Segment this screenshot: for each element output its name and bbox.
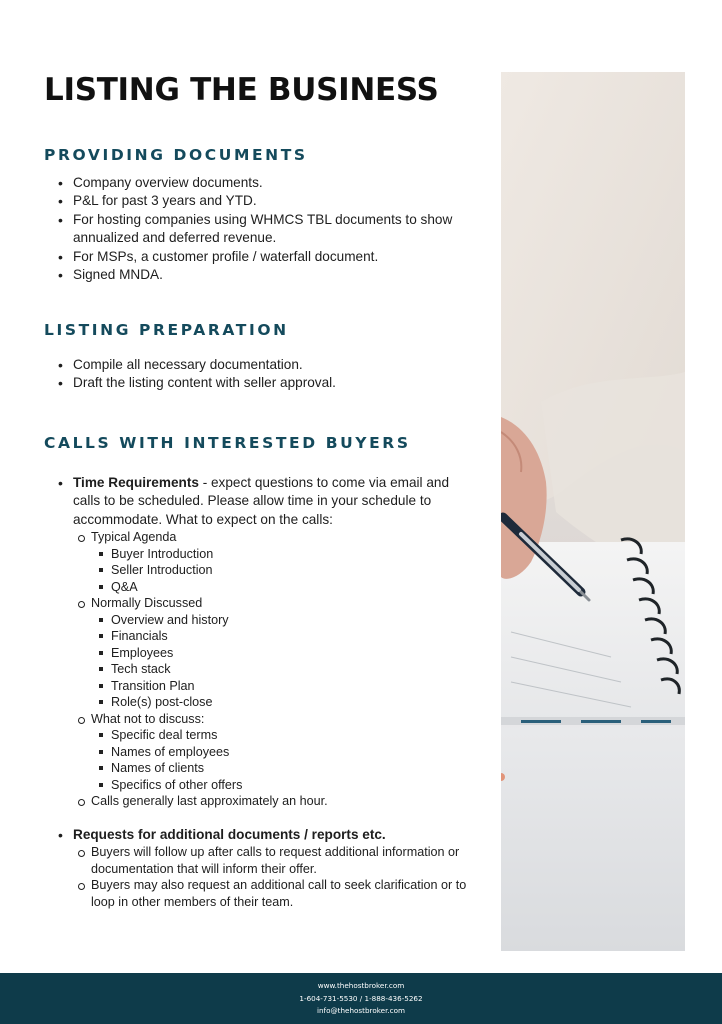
not-to-discuss-list: [97, 727, 468, 793]
typical-agenda-item: [76, 529, 468, 595]
list-item: • Draft the listing content with seller approval.: [58, 374, 468, 392]
hand-writing-illustration: [501, 72, 685, 951]
list-item: Specific deal terms: [97, 727, 468, 744]
list-item: Specifics of other offers: [97, 777, 468, 794]
not-to-discuss-item: [76, 711, 468, 794]
list-item: • Company overview documents.: [58, 174, 468, 192]
list-item: Q&A: [97, 579, 468, 596]
typical-agenda-list: [97, 546, 468, 596]
call-duration-item: Calls generally last approximately an hour.: [76, 793, 468, 810]
list-item: Transition Plan: [97, 678, 468, 695]
list-item: Seller Introduction: [97, 562, 468, 579]
list-item: Buyers may also request an additional call to seek clarification or to loop in other members of their team.: [76, 877, 468, 910]
page-title: LISTING THE BUSINESS: [44, 72, 439, 108]
list-item: Employees: [97, 645, 468, 662]
time-requirements-item: [58, 474, 468, 810]
list-item: • For hosting companies using WHMCS TBL documents to show annualized and deferred revenue.: [58, 211, 468, 248]
section-heading-providing-documents: PROVIDING DOCUMENTS: [44, 146, 308, 164]
call-details-sublist: [76, 529, 468, 810]
list-item: Names of employees: [97, 744, 468, 761]
time-requirements-text: - expect questions to come via email and calls to be scheduled. Please allow time in your schedule to accommodate. What to expect on the calls:: [73, 475, 450, 527]
normally-discussed-item: [76, 595, 468, 711]
providing-documents-list: [58, 174, 468, 284]
requests-label: Requests for additional documents / reports etc.: [73, 827, 386, 842]
list-item: Role(s) post-close: [97, 694, 468, 711]
list-item: Financials: [97, 628, 468, 645]
typical-agenda-label: Typical Agenda: [91, 530, 177, 545]
normally-discussed-label: Normally Discussed: [91, 596, 203, 611]
footer-phones: 1-604-731-5530 / 1-888-436-5262: [299, 993, 423, 1003]
list-item: • Compile all necessary documentation.: [58, 356, 468, 374]
requests-item: [58, 826, 468, 910]
list-item: Overview and history: [97, 612, 468, 629]
footer: [0, 973, 722, 1024]
list-item: • Signed MNDA.: [58, 266, 468, 284]
list-item: Buyer Introduction: [97, 546, 468, 563]
section-heading-listing-preparation: LISTING PREPARATION: [44, 321, 289, 339]
requests-list: [58, 826, 468, 910]
section-heading-calls-with-buyers: CALLS WITH INTERESTED BUYERS: [44, 434, 411, 452]
list-item: • P&L for past 3 years and YTD.: [58, 192, 468, 210]
footer-email[interactable]: info@thehostbroker.com: [317, 1006, 405, 1015]
footer-website[interactable]: www.thehostbroker.com: [317, 981, 405, 990]
list-item: • For MSPs, a customer profile / waterfall document.: [58, 248, 468, 266]
requests-sublist: [76, 844, 468, 910]
notebook-photo: [501, 72, 685, 951]
calls-list: [58, 474, 468, 810]
list-item: Tech stack: [97, 661, 468, 678]
listing-preparation-list: [58, 356, 468, 393]
not-to-discuss-label: What not to discuss:: [91, 711, 205, 726]
time-requirements-label: Time Requirements: [73, 475, 199, 490]
normally-discussed-list: [97, 612, 468, 711]
list-item: Names of clients: [97, 760, 468, 777]
list-item: Buyers will follow up after calls to request additional information or documentation that will inform their offer.: [76, 844, 468, 877]
